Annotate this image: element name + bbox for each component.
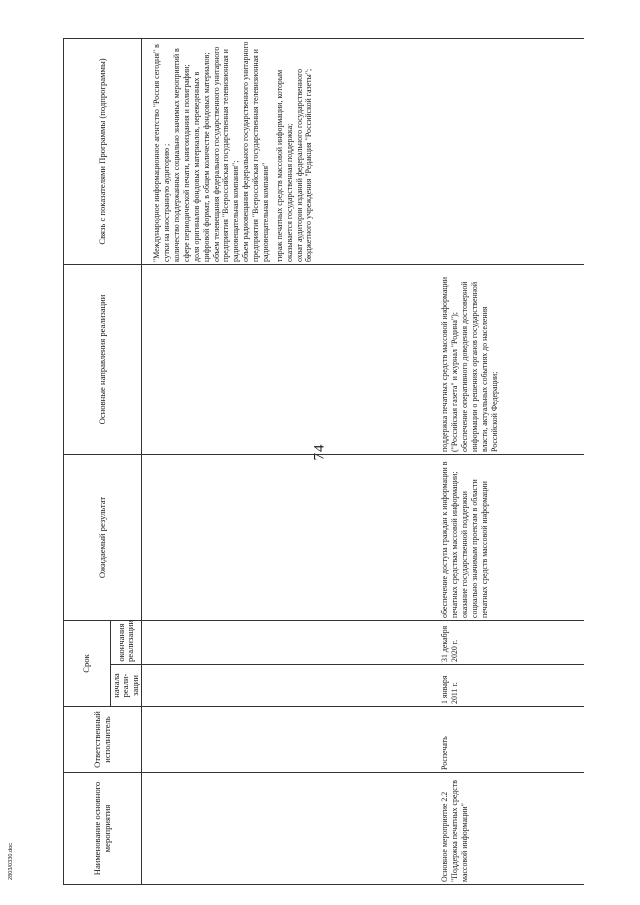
cell-expected-result xyxy=(142,454,585,620)
header-executor: Ответственный исполнитель xyxy=(64,707,142,773)
header-result: Ожидаемый результат xyxy=(64,454,142,620)
link-paragraph: доля оригиналов фондовых материалов, переведенных в цифровой формат, в общем количестве фондовых материалов; xyxy=(191,52,211,262)
table-header-row xyxy=(64,38,111,884)
program-table-sheet xyxy=(63,39,575,885)
page-number: 74 xyxy=(311,443,328,461)
header-term-start: начала реали-зации xyxy=(111,665,142,707)
link-paragraph: количество поддержанных социально значимых мероприятий в сфере периодической печати, книгоиздания и полиграфии; xyxy=(172,48,191,262)
link-paragraph: объем телевещания федерального государственного унитарного предприятия "Всероссийская государственная телевизионная и радиовещательная компания"; xyxy=(211,46,241,262)
header-directions: Основные направления реализации xyxy=(64,264,142,454)
link-paragraph: тираж печатных средств массовой информации, которым оказывается государственная поддержка; xyxy=(274,69,294,262)
end-date-text: 31 декабря 2020 г. xyxy=(440,625,460,662)
header-term-end: окончания реализации xyxy=(111,620,142,664)
result-paragraph: оказание государственной поддержки социально значимым проектам в области печатных средств массовой информации xyxy=(460,479,489,618)
header-link: Связь с показателями Программы (подпрограммы) xyxy=(64,38,142,264)
header-name: Наименование основного мероприятия xyxy=(64,773,142,885)
result-paragraph: обеспечение доступа граждан к информации в печатных средствах массовой информации; xyxy=(440,461,460,618)
measure-name-text: Основное мероприятие 2.2 "Поддержка печатных средств массовой информации" xyxy=(440,780,470,882)
start-date-text: 1 января 2011 г. xyxy=(440,675,460,704)
cell-executor xyxy=(142,707,585,773)
direction-paragraph: обеспечение оперативного доведения достоверной информации о решениях органов государственной власти, актуальных событиях до населения Российской Федерации; xyxy=(460,281,499,452)
direction-paragraph: поддержка печатных средств массовой информации ("Российская газета" и журнал "Родина"); xyxy=(440,277,460,452)
program-measures-table xyxy=(63,38,584,885)
link-paragraph: "Международное информационное агентство "Россия сегодня" в сутки на иностранную аудиторию ; xyxy=(152,44,172,262)
document-code: 2803/0330.doc xyxy=(8,842,14,880)
cell-measure-name xyxy=(142,773,585,885)
executor-text: Роспечать xyxy=(440,736,450,770)
cell-start-date xyxy=(142,665,585,707)
link-paragraph: охват аудитории изданий федерального государственного бюджетного учреждения "Редакция "Российской газеты"; xyxy=(294,68,314,262)
cell-directions xyxy=(142,264,585,454)
header-term: Срок xyxy=(64,620,111,706)
table-row xyxy=(142,38,585,884)
cell-indicators-link xyxy=(142,38,585,264)
cell-end-date xyxy=(142,620,585,664)
link-paragraph: объем радиовещания федерального государственного унитарного предприятия "Всероссийская государственная телевизионная и радиовещательная компания" xyxy=(241,41,270,262)
